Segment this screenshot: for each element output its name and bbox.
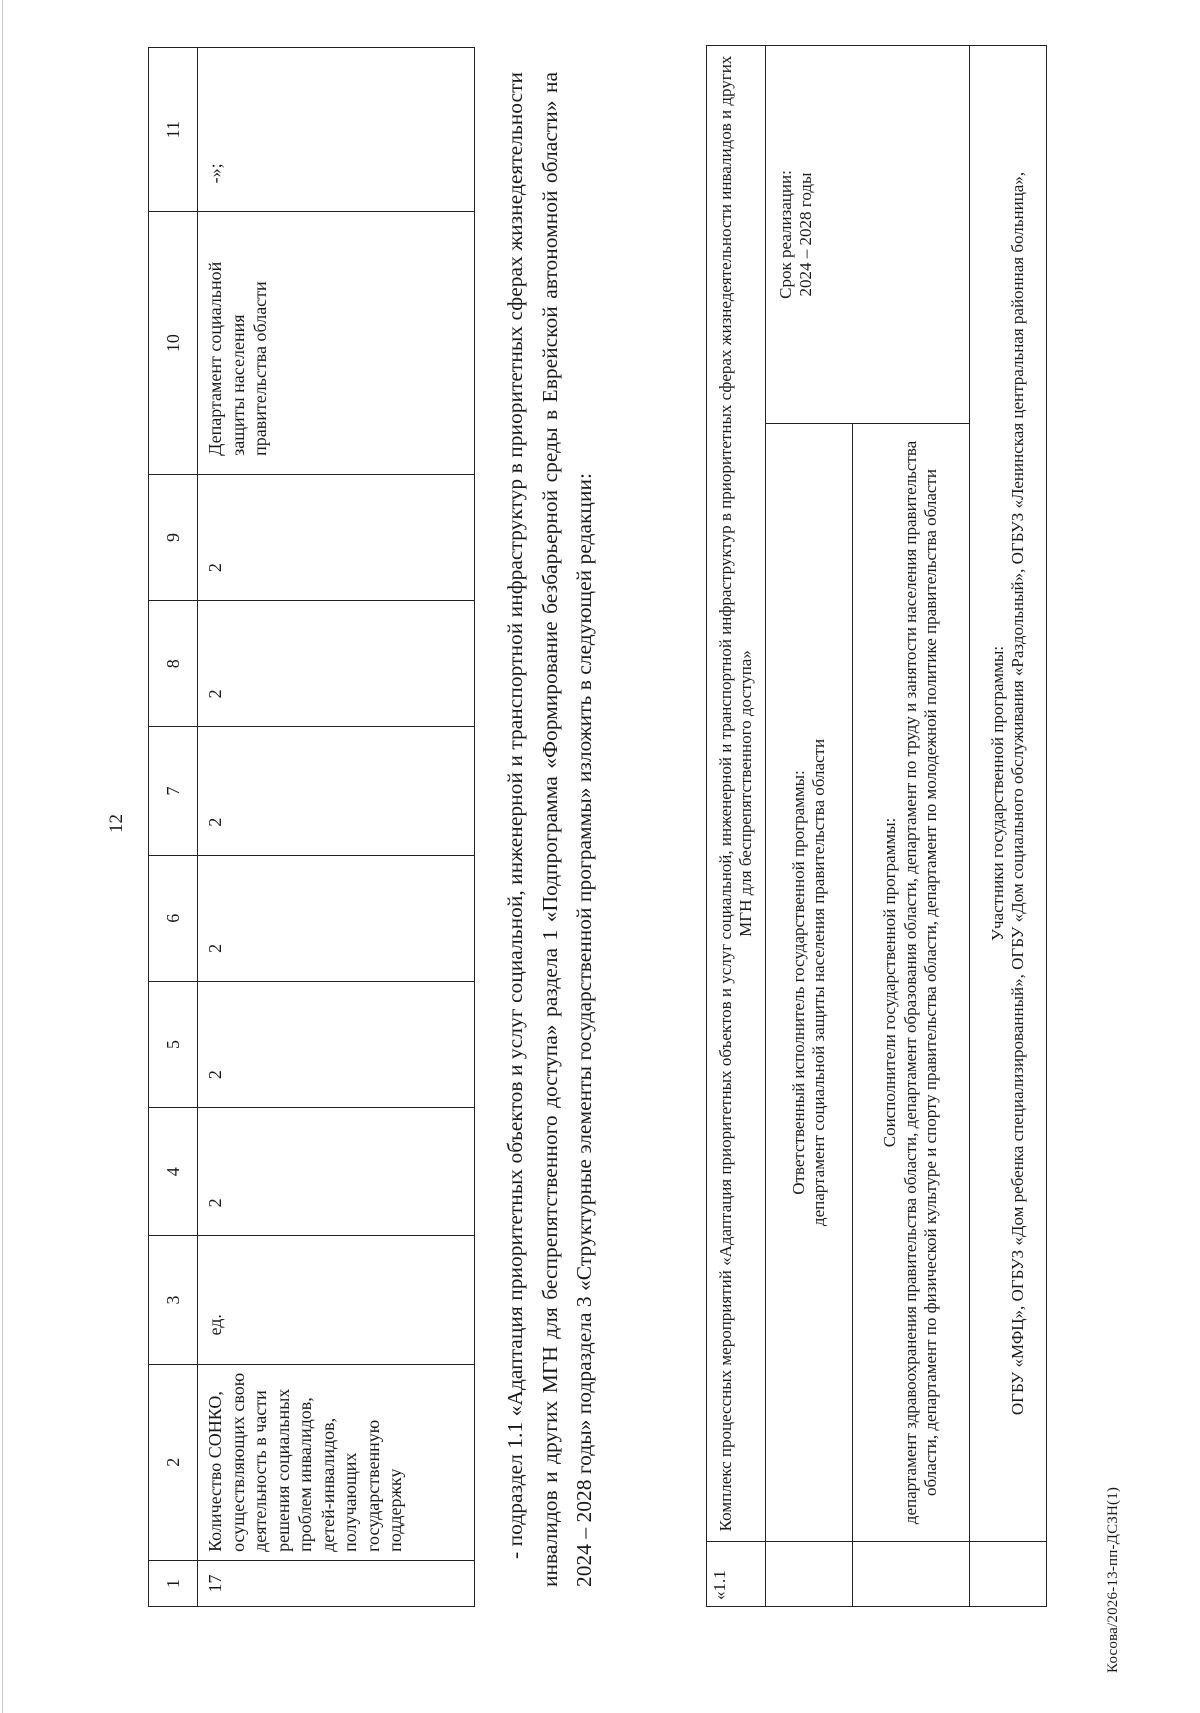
empty-cell (766, 1542, 853, 1607)
coexecutors-label: Соисполнители государственной программы: (880, 817, 900, 1148)
value-cell: 2 (198, 981, 475, 1107)
document-code: Косова/2026-13-пп-ДСЗН(1) (1105, 1486, 1121, 1673)
header-cell: 10 (149, 212, 198, 475)
table-row (970, 46, 1047, 1607)
unit-cell: ед. (198, 1236, 475, 1364)
header-cell: 3 (149, 1236, 198, 1364)
coexecutors-cell (853, 424, 970, 1542)
responsible-cell: Департамент социальной защиты населения правительства области (198, 212, 475, 475)
header-cell: 7 (149, 727, 198, 855)
participants-label: Участники государственной программы: (987, 645, 1007, 942)
term-value: 2024 – 2028 годы (796, 172, 816, 297)
term-label: Срок реализации: (776, 170, 795, 299)
table-row (707, 46, 766, 1607)
value-cell: 2 (198, 855, 475, 981)
header-cell: 1 (149, 1560, 198, 1606)
term-cell (766, 46, 970, 424)
participants-cell (970, 46, 1047, 1542)
indicators-table (148, 47, 475, 1607)
coexecutors-value: департамент здравоохранения правительства области, департамент образования области, департамент по труду и занятости населения правительства области, департамент по физической культуре и спорту правительства области, департамент по молодежной политике правительства области (900, 440, 941, 1525)
responsible-cell (766, 424, 853, 1542)
responsible-value: департамент социальной защиты населения правительства области (809, 738, 828, 1227)
header-cell: 4 (149, 1108, 198, 1236)
header-cell: 5 (149, 981, 198, 1107)
header-cell: 9 (149, 474, 198, 600)
indicator-name: Количество СОНКО, осуществляющих свою деятельность в части решения социальных проблем инвалидов, детей-инвалидов, получающих государственную поддержку (198, 1364, 475, 1560)
table-row (198, 48, 475, 1607)
amendment-paragraph: - подраздел 1.1 «Адаптация приоритетных объектов и услуг социальной, инженерной и транспортной инфраструктур в приоритетных сферах жизнедеятельности инвалидов и других МГН для беспрепятственного доступа» раздела 1 «Подпрограмма «Формирование безбарьерной среды в Еврейской автономной области» на 2024 – 2028 годы» подраздела 3 «Структурные элементы государственной программы» изложить в следующей редакции: (503, 72, 596, 1587)
complex-title: Комплекс процессных мероприятий «Адаптация приоритетных объектов и услуг социальной, инженерной и транспортной инфраструктур в приоритетных сферах жизнедеятельности инвалидов и других МГН для беспрепятственного доступа» (707, 46, 766, 1542)
section-code: «1.1 (707, 1542, 766, 1607)
row-number: 17 (198, 1560, 475, 1606)
table-row (766, 46, 853, 1607)
value-cell: 2 (198, 727, 475, 855)
participants-value: ОГБУ «МФЦ», ОГБУЗ «Дом ребенка специализированный», ОГБУ «Дом социального обслуживания «Раздольный», ОГБУЗ «Ленинская центральная районная больница», (1008, 171, 1027, 1416)
scan-edge-line (2, 0, 3, 1713)
value-cell: 2 (198, 474, 475, 600)
empty-cell (853, 1542, 970, 1607)
header-cell: 6 (149, 855, 198, 981)
header-cell: 2 (149, 1364, 198, 1560)
responsible-label: Ответственный исполнитель государственной программы: (788, 770, 808, 1195)
header-cell: 8 (149, 601, 198, 727)
header-cell: 11 (149, 48, 198, 212)
value-cell: 2 (198, 601, 475, 727)
empty-cell (970, 1542, 1047, 1607)
closing-cell: -»; (198, 48, 475, 212)
program-structure-table (706, 45, 1047, 1607)
value-cell: 2 (198, 1108, 475, 1236)
table-header-row (149, 48, 198, 1607)
page-number: 12 (106, 814, 127, 833)
